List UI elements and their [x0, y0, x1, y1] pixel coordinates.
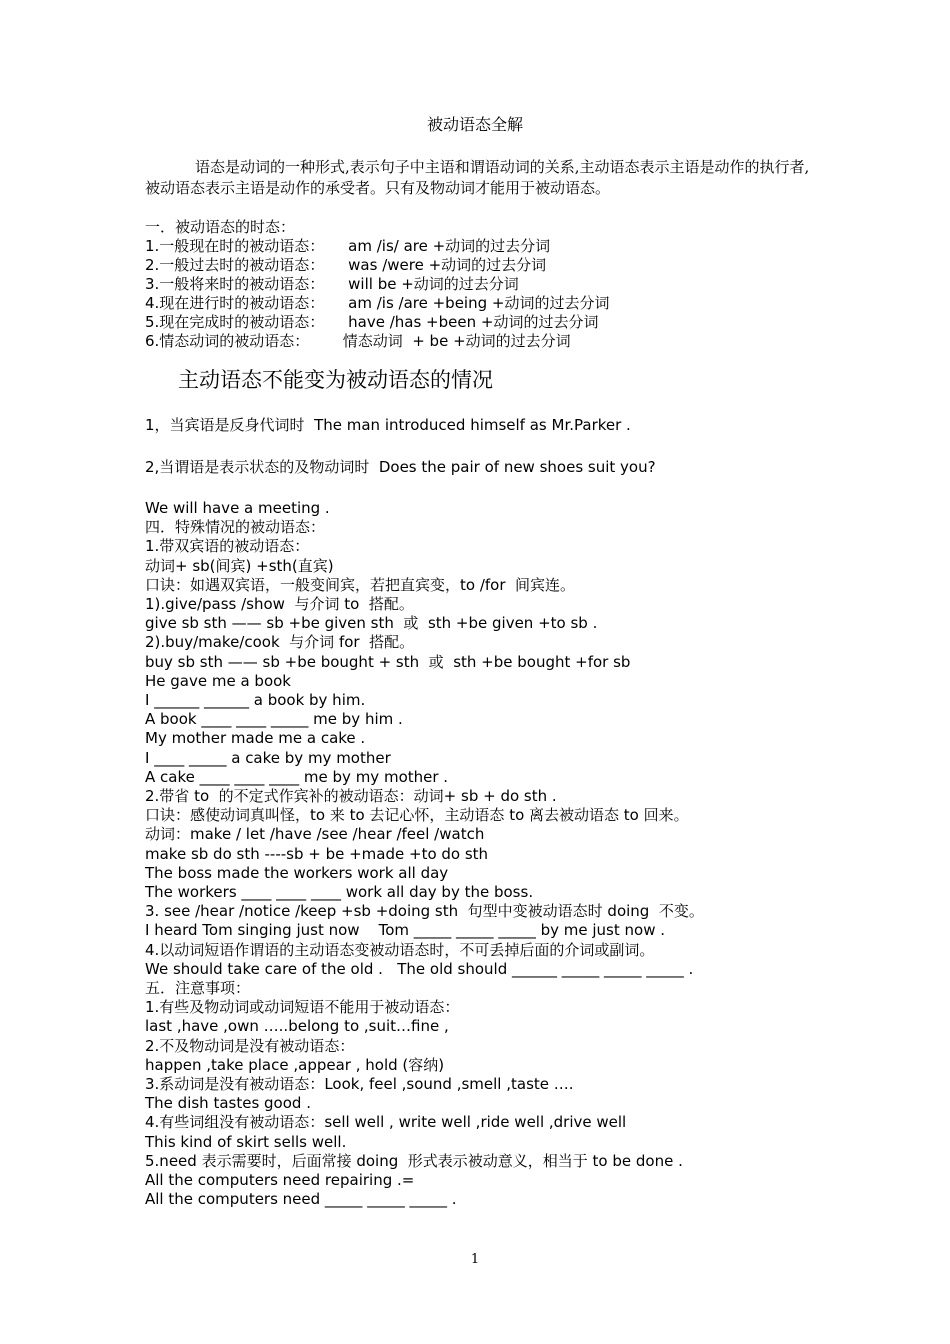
body-line: 1).give/pass /show 与介词 to 搭配。	[145, 595, 414, 613]
body-line: last ,have ,own …..belong to ,suit…fine ,	[145, 1017, 449, 1036]
body-line: The dish tastes good .	[145, 1094, 311, 1113]
body-line: 四．特殊情况的被动语态：	[145, 518, 326, 537]
body-line: My mother made me a cake .	[145, 729, 366, 748]
body-line: happen ,take place ,appear , hold (容纳)	[145, 1055, 445, 1074]
body-line: 五．注意事项：	[145, 979, 251, 997]
body-line: 口诀：感使动词真叫怪，to 来 to 去记心怀，主动语态 to 离去被动语态 to 回来。	[145, 806, 689, 825]
tense-item: 5.现在完成时的被动语态： have /has +been +动词的过去分词	[145, 313, 599, 331]
body-line: I ____ _____ a cake by my mother	[145, 748, 391, 767]
body-line: This kind of skirt sells well.	[145, 1132, 347, 1151]
body-line: buy sb sth —— sb +be bought + sth 或 sth +be bought +for sb	[145, 652, 631, 671]
tense-item: 4.现在进行时的被动语态： am /is /are +being +动词的过去分词	[145, 294, 610, 312]
body-line: 口诀：如遇双宾语，一般变间宾，若把直宾变，to /for 间宾连。	[145, 575, 576, 594]
body-line: 动词：make / let /have /see /hear /feel /watch	[145, 825, 485, 844]
body-line: 3. see /hear /notice /keep +sb +doing sth 句型中变被动语态时 doing 不变。	[145, 902, 704, 921]
tense-item: 1.一般现在时的被动语态： am /is/ are +动词的过去分词	[145, 237, 551, 255]
body-line: I heard Tom singing just now Tom _____ _____ _____ by me just now .	[145, 921, 665, 940]
body-line: The boss made the workers work all day	[145, 863, 449, 882]
body-line: All the computers need repairing .=	[145, 1171, 415, 1189]
body-line: 2.不及物动词是没有被动语态：	[145, 1036, 355, 1055]
tense-item: 6.情态动词的被动语态： 情态动词 + be +动词的过去分词	[145, 332, 571, 350]
body-line: give sb sth —— sb +be given sth 或 sth +be given +to sb .	[145, 614, 598, 633]
case-line: 1，当宾语是反身代词时 The man introduced himself as Mr.Parker .	[145, 416, 631, 434]
body-line: 4.有些词组没有被动语态：sell well , write well ,ride well ,drive well	[145, 1113, 627, 1132]
intro-paragraph: 语态是动词的一种形式,表示句子中主语和谓语动词的关系,主动语态表示主语是动作的执行者,被动语态表示主语是动作的承受者。只有及物动词才能用于被动语态。	[145, 158, 810, 197]
body-line: 2.带省 to 的不定式作宾补的被动语态：动词+ sb + do sth .	[145, 787, 557, 805]
body-line: All the computers need _____ _____ _____ .	[145, 1190, 457, 1209]
body-line: 5.need 表示需要时，后面常接 doing 形式表示被动意义，相当于 to be done .	[145, 1151, 683, 1170]
case-line: 2,当谓语是表示状态的及物动词时 Does the pair of new shoes suit you?	[145, 458, 656, 476]
body-line: A book ____ ____ _____ me by him .	[145, 710, 403, 729]
tense-item: 2.一般过去时的被动语态： was /were +动词的过去分词	[145, 256, 547, 274]
tense-item: 3.一般将来时的被动语态： will be +动词的过去分词	[145, 275, 519, 293]
body-line: 4.以动词短语作谓语的主动语态变被动语态时，不可丢掉后面的介词或副词。	[145, 940, 655, 959]
body-line: I ______ ______ a book by him.	[145, 691, 366, 709]
body-line: We should take care of the old . The old should ______ _____ _____ _____ .	[145, 959, 694, 978]
body-line: 3.系动词是没有被动语态：Look, feel ,sound ,smell ,taste ….	[145, 1075, 574, 1093]
body-line: 1.带双宾语的被动语态：	[145, 537, 310, 556]
body-line: 2).buy/make/cook 与介词 for 搭配。	[145, 633, 415, 652]
section-heading: 主动语态不能变为被动语态的情况	[178, 368, 493, 392]
body-line: 动词+ sb(间宾) +sth(直宾)	[145, 556, 334, 575]
body-line: We will have a meeting .	[145, 499, 330, 517]
document-title: 被动语态全解	[426, 115, 523, 134]
page-number: 1	[470, 1252, 480, 1267]
body-line: 1.有些及物动词或动词短语不能用于被动语态：	[145, 998, 460, 1017]
body-line: He gave me a book	[145, 671, 291, 690]
tenses-heading: 一．被动语态的时态：	[145, 218, 296, 236]
body-line: make sb do sth ----sb + be +made +to do sth	[145, 844, 489, 863]
body-line: A cake ____ ____ ____ me by my mother .	[145, 767, 449, 786]
body-line: The workers ____ ____ ____ work all day by the boss.	[145, 883, 534, 901]
